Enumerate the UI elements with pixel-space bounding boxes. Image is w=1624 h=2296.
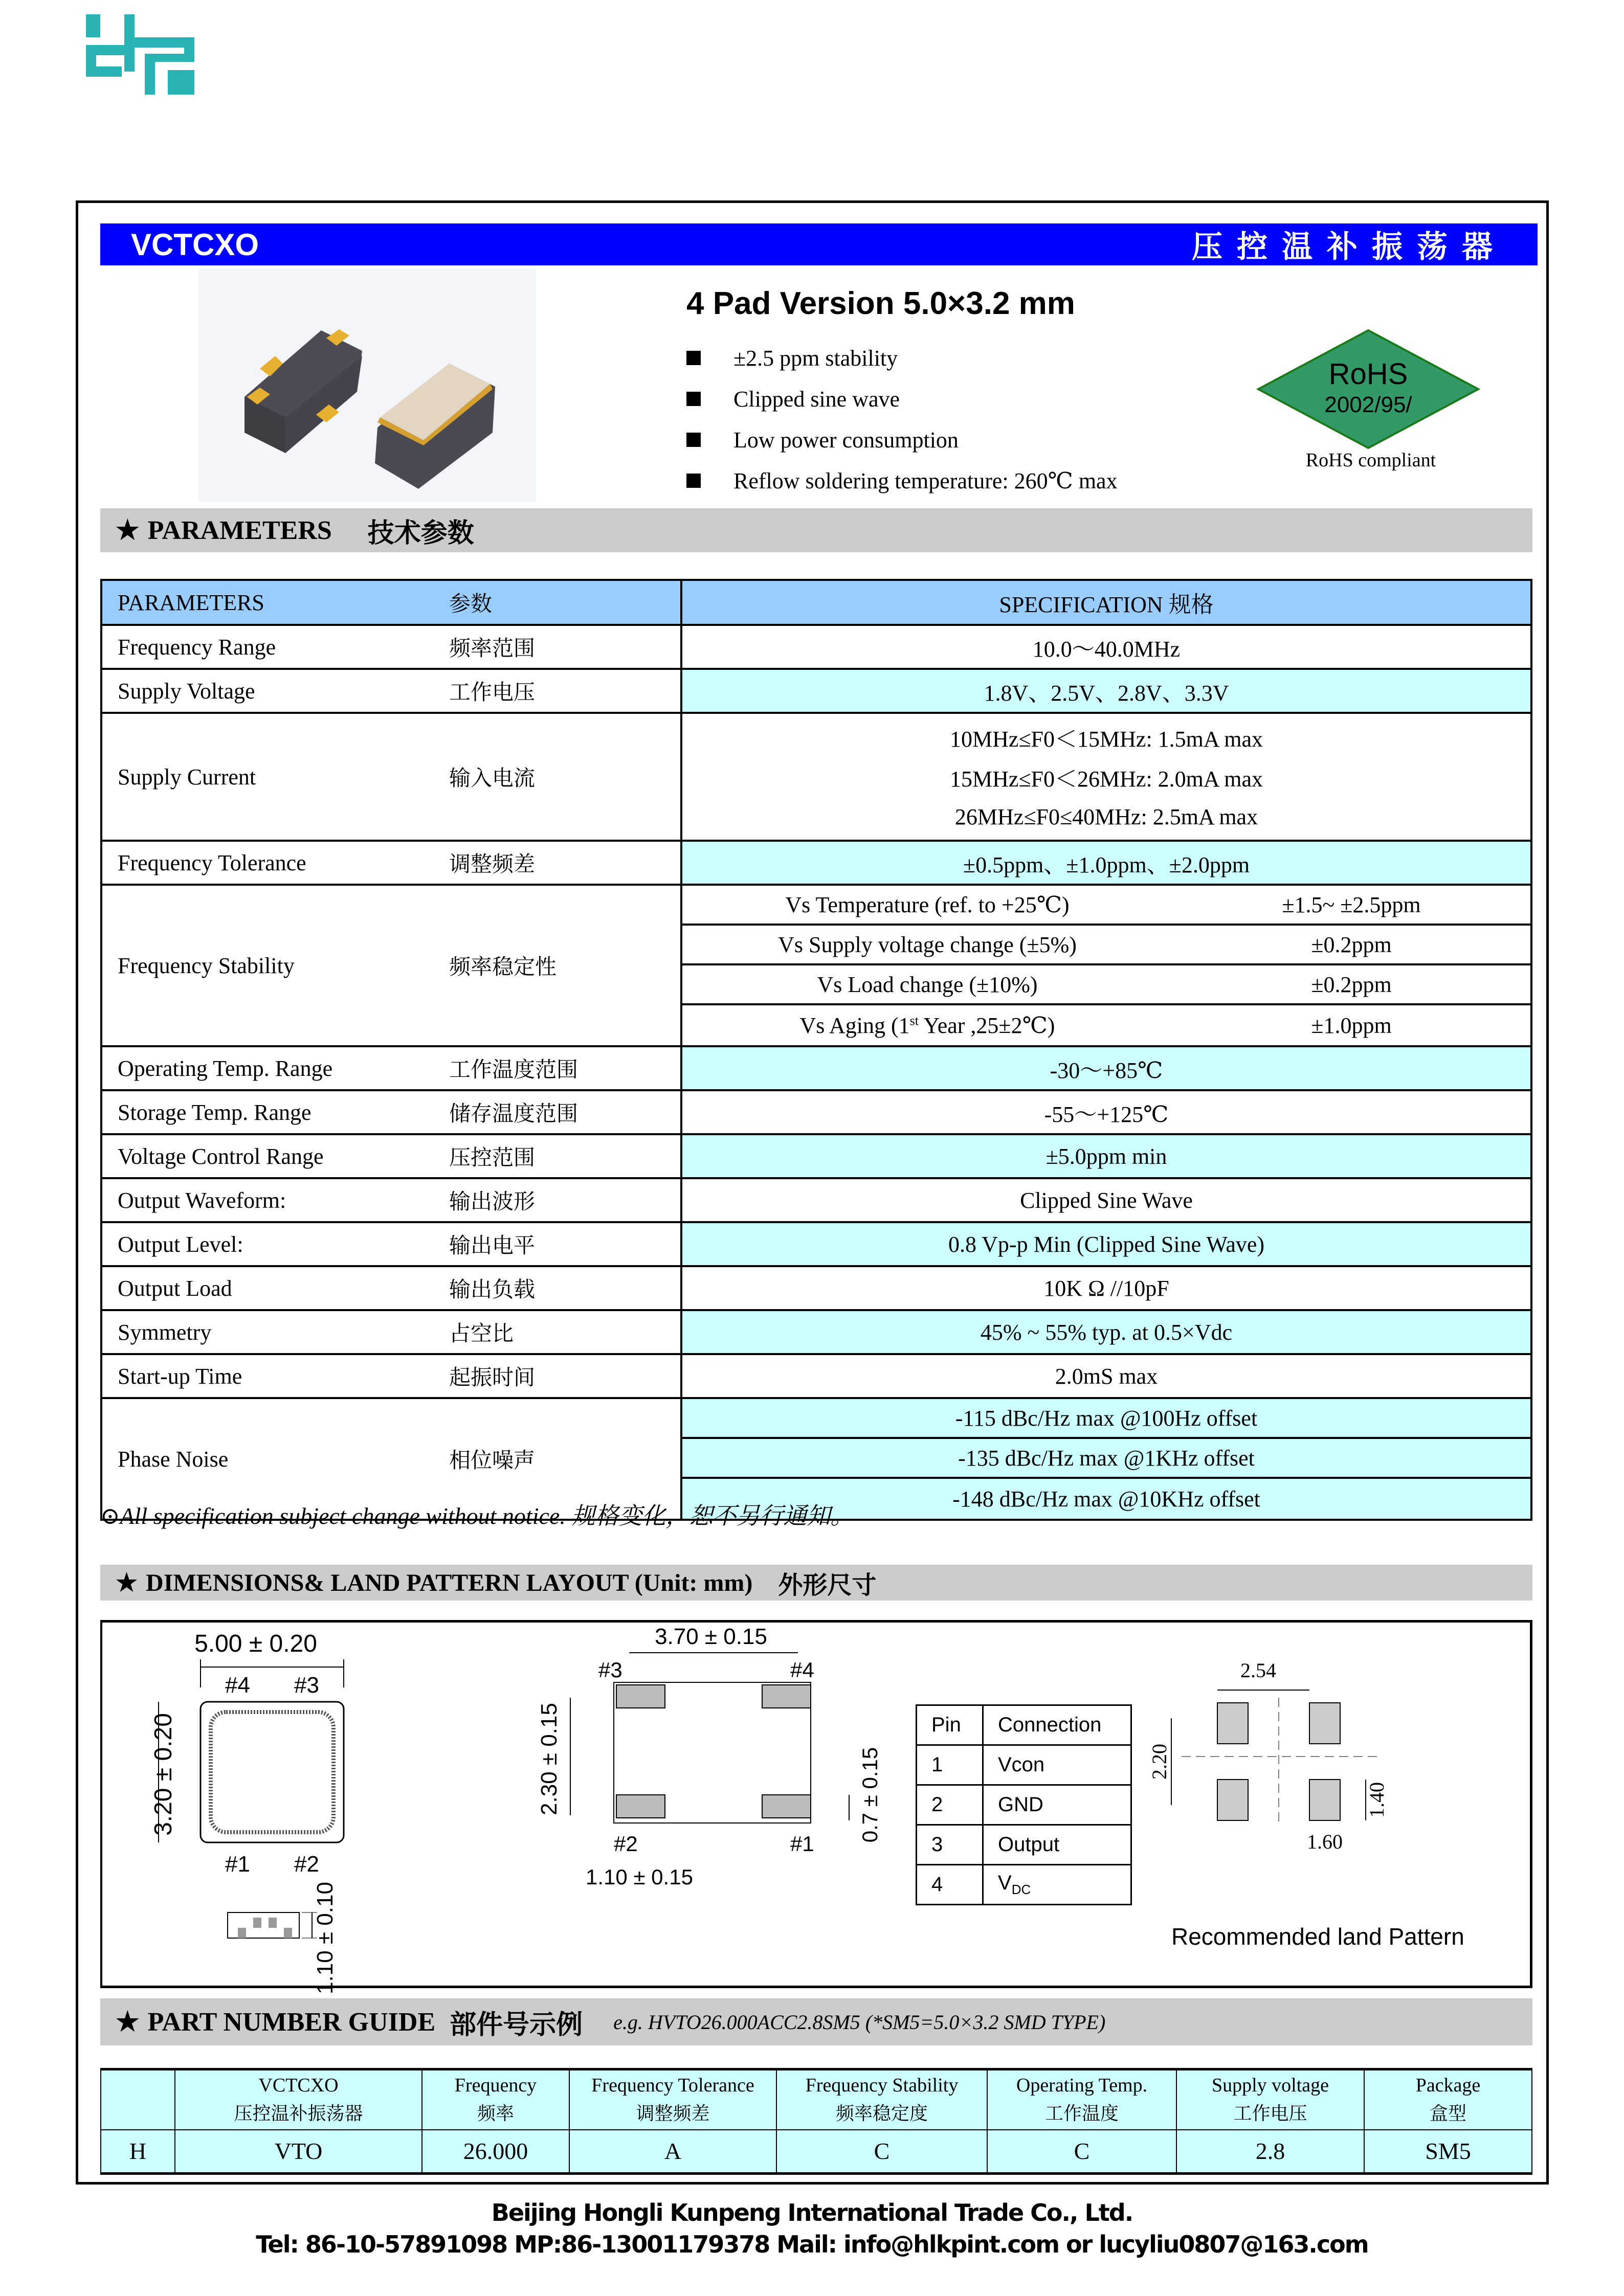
stability-subrow: Vs Supply voltage change (±5%) ±0.2ppm <box>682 926 1530 965</box>
feature-item: Low power consumption <box>686 419 1118 460</box>
pin-row: 2 GND <box>917 1785 1131 1825</box>
stability-subrow: Vs Load change (±10%) ±0.2ppm <box>682 965 1530 1005</box>
company-logo <box>76 5 280 189</box>
table-row: Output Level: 输出电平 0.8 Vp-p Min (Clipped Sine Wave) <box>101 1222 1531 1266</box>
table-row: Storage Temp. Range 储存温度范围 -55～+125℃ <box>101 1090 1531 1134</box>
parameters-table <box>100 579 1532 1521</box>
svg-text:2.54: 2.54 <box>1240 1659 1276 1682</box>
svg-text:#2: #2 <box>614 1832 638 1856</box>
spec-change-note: ⊙All specification subject change without notice. 规格变化，恕不另行通知。 <box>100 1503 854 1529</box>
feature-item: Clipped sine wave <box>686 378 1118 419</box>
bottom-view-drawing <box>511 1626 900 1892</box>
parameters-section-header <box>100 508 1532 552</box>
part-number-section-header <box>100 1998 1532 2045</box>
part-number-example: e.g. HVTO26.000ACC2.8SM5 (*SM5=5.0×3.2 SMD TYPE) <box>613 2010 1106 2034</box>
side-view-drawing <box>225 1882 430 1994</box>
section-title: PART NUMBER GUIDE <box>147 2007 436 2037</box>
part-number-value-row: H VTO 26.000 A C C 2.8 SM5 <box>101 2130 1532 2174</box>
star-icon: ★ <box>116 516 140 545</box>
svg-text:#1: #1 <box>225 1852 250 1877</box>
pin-row: 1 Vcon <box>917 1745 1131 1785</box>
pin-row: 4 $V_{DC}$ <box>917 1865 1131 1905</box>
section-title-cn: 部件号示例 <box>450 2009 583 2040</box>
section-title: PARAMETERS <box>147 515 332 545</box>
feature-list <box>686 337 1118 501</box>
feature-item: Reflow soldering temperature: 260℃ max <box>686 460 1118 501</box>
company-name: Beijing Hongli Kunpeng International Trade Co., Ltd. <box>491 2199 1133 2226</box>
table-row: Frequency Tolerance 调整频差 ±0.5ppm、±1.0ppm、±2.0ppm <box>101 841 1531 885</box>
svg-text:#1: #1 <box>790 1832 814 1856</box>
table-row: Frequency Range 频率范围 10.0～40.0MHz <box>101 625 1531 669</box>
feature-item: ±2.5 ppm stability <box>686 337 1118 378</box>
rohs-badge-icon <box>1253 325 1483 468</box>
contact-info: Tel: 86-10-57891098 MP:86-13001179378 Mail: info@hlkpint.com or lucyliu0807@163.com <box>256 2231 1368 2258</box>
rohs-badge-line2: 2002/95/ <box>1324 392 1412 417</box>
land-pattern-drawing <box>1148 1657 1417 1912</box>
table-row: Phase Noise 相位噪声 -115 dBc/Hz max @100Hz offset -135 dBc/Hz max @1KHz offset -148 dBc/Hz max @10KHz offset <box>101 1398 1531 1520</box>
square-bullet-icon <box>686 351 701 365</box>
star-icon: ★ <box>116 2008 140 2037</box>
svg-text:3.70 ± 0.15: 3.70 ± 0.15 <box>655 1624 767 1649</box>
table-row: Symmetry 占空比 45% ~ 55% typ. at 0.5×Vdc <box>101 1310 1531 1354</box>
part-number-table <box>100 2068 1532 2175</box>
land-pattern-caption: Recommended land Pattern <box>1171 1923 1464 1950</box>
svg-text:#3: #3 <box>598 1658 622 1682</box>
table-row: Output Load 输出负载 10K Ω //10pF <box>101 1266 1531 1310</box>
table-row: Voltage Control Range 压控范围 ±5.0ppm min <box>101 1134 1531 1178</box>
stability-subrow: Vs Temperature (ref. to +25℃) ±1.5~ ±2.5ppm <box>682 886 1530 926</box>
svg-text:1.40: 1.40 <box>1365 1782 1388 1818</box>
table-row: Supply Current 输入电流 10MHz≤F0＜15MHz: 1.5mA max 15MHz≤F0＜26MHz: 2.0mA max 26MHz≤F0≤40MHz: 2.5mA max <box>101 713 1531 841</box>
rohs-badge-line1: RoHS <box>1328 357 1408 391</box>
product-photo <box>198 269 536 502</box>
footer <box>0 2199 1624 2262</box>
star-icon: ★ <box>116 1569 138 1596</box>
section-title-cn: 外形尺寸 <box>778 1570 877 1600</box>
pin-table-header: Pin Connection <box>917 1705 1131 1745</box>
svg-text:#2: #2 <box>294 1852 319 1877</box>
square-bullet-icon <box>686 474 701 488</box>
square-bullet-icon <box>686 433 701 447</box>
table-row: Frequency Stability 频率稳定性 Vs Temperature (ref. to +25℃) ±1.5~ ±2.5ppm Vs Supply voltage change (±5%) ±0.2ppm Vs Load change (±10%) ±0.2ppm Vs Aging (1st Year ,25±2℃) ±1.0ppm <box>101 885 1531 1046</box>
product-type-cn: 压控温补振荡器 <box>1192 230 1507 264</box>
svg-text:1.60: 1.60 <box>1307 1830 1343 1853</box>
product-title-bar <box>100 223 1538 265</box>
product-headline: 4 Pad Version 5.0×3.2 mm <box>686 286 1075 321</box>
svg-text:#4: #4 <box>790 1658 814 1682</box>
svg-text:2.20: 2.20 <box>1148 1744 1171 1780</box>
svg-text:2.30 ± 0.15: 2.30 ± 0.15 <box>537 1703 562 1815</box>
svg-text:0.7 ± 0.15: 0.7 ± 0.15 <box>858 1747 882 1843</box>
rohs-caption: RoHS compliant <box>1305 449 1436 471</box>
table-row: Supply Voltage 工作电压 1.8V、2.5V、2.8V、3.3V <box>101 669 1531 713</box>
svg-text:1.10 ± 0.15: 1.10 ± 0.15 <box>586 1865 693 1889</box>
svg-text:#4: #4 <box>225 1673 250 1698</box>
table-row: Operating Temp. Range 工作温度范围 -30～+85℃ <box>101 1046 1531 1090</box>
table-header-row: PARAMETERS 参数 SPECIFICATION 规格 <box>101 580 1531 625</box>
pin-connection-table <box>916 1704 1132 1905</box>
top-view-drawing <box>143 1626 368 1892</box>
section-title-cn: 技术参数 <box>367 517 474 549</box>
svg-text:3.20 ± 0.20: 3.20 ± 0.20 <box>150 1713 177 1836</box>
table-row: Start-up Time 起振时间 2.0mS max <box>101 1354 1531 1398</box>
part-number-header-row: VCTCXO 压控温补振荡器 Frequency 频率 Frequency Tolerance 调整频差 Frequency Stability 频率稳定度 Operating Temp. 工作温度 Supply voltage 工作电压 Package 盒型 <box>101 2069 1532 2130</box>
svg-text:5.00 ± 0.20: 5.00 ± 0.20 <box>194 1630 317 1657</box>
svg-text:#3: #3 <box>294 1673 319 1698</box>
section-title: DIMENSIONS& LAND PATTERN LAYOUT (Unit: mm) <box>146 1569 753 1596</box>
square-bullet-icon <box>686 392 701 406</box>
svg-text:1.10 ± 0.10: 1.10 ± 0.10 <box>313 1882 338 1994</box>
stability-subrow: Vs Aging (1st Year ,25±2℃) ±1.0ppm <box>799 1012 1392 1038</box>
product-type: VCTCXO <box>131 227 259 262</box>
table-row: Output Waveform: 输出波形 Clipped Sine Wave <box>101 1178 1531 1222</box>
dimensions-section-header <box>100 1565 1532 1601</box>
pin-row: 3 Output <box>917 1825 1131 1865</box>
